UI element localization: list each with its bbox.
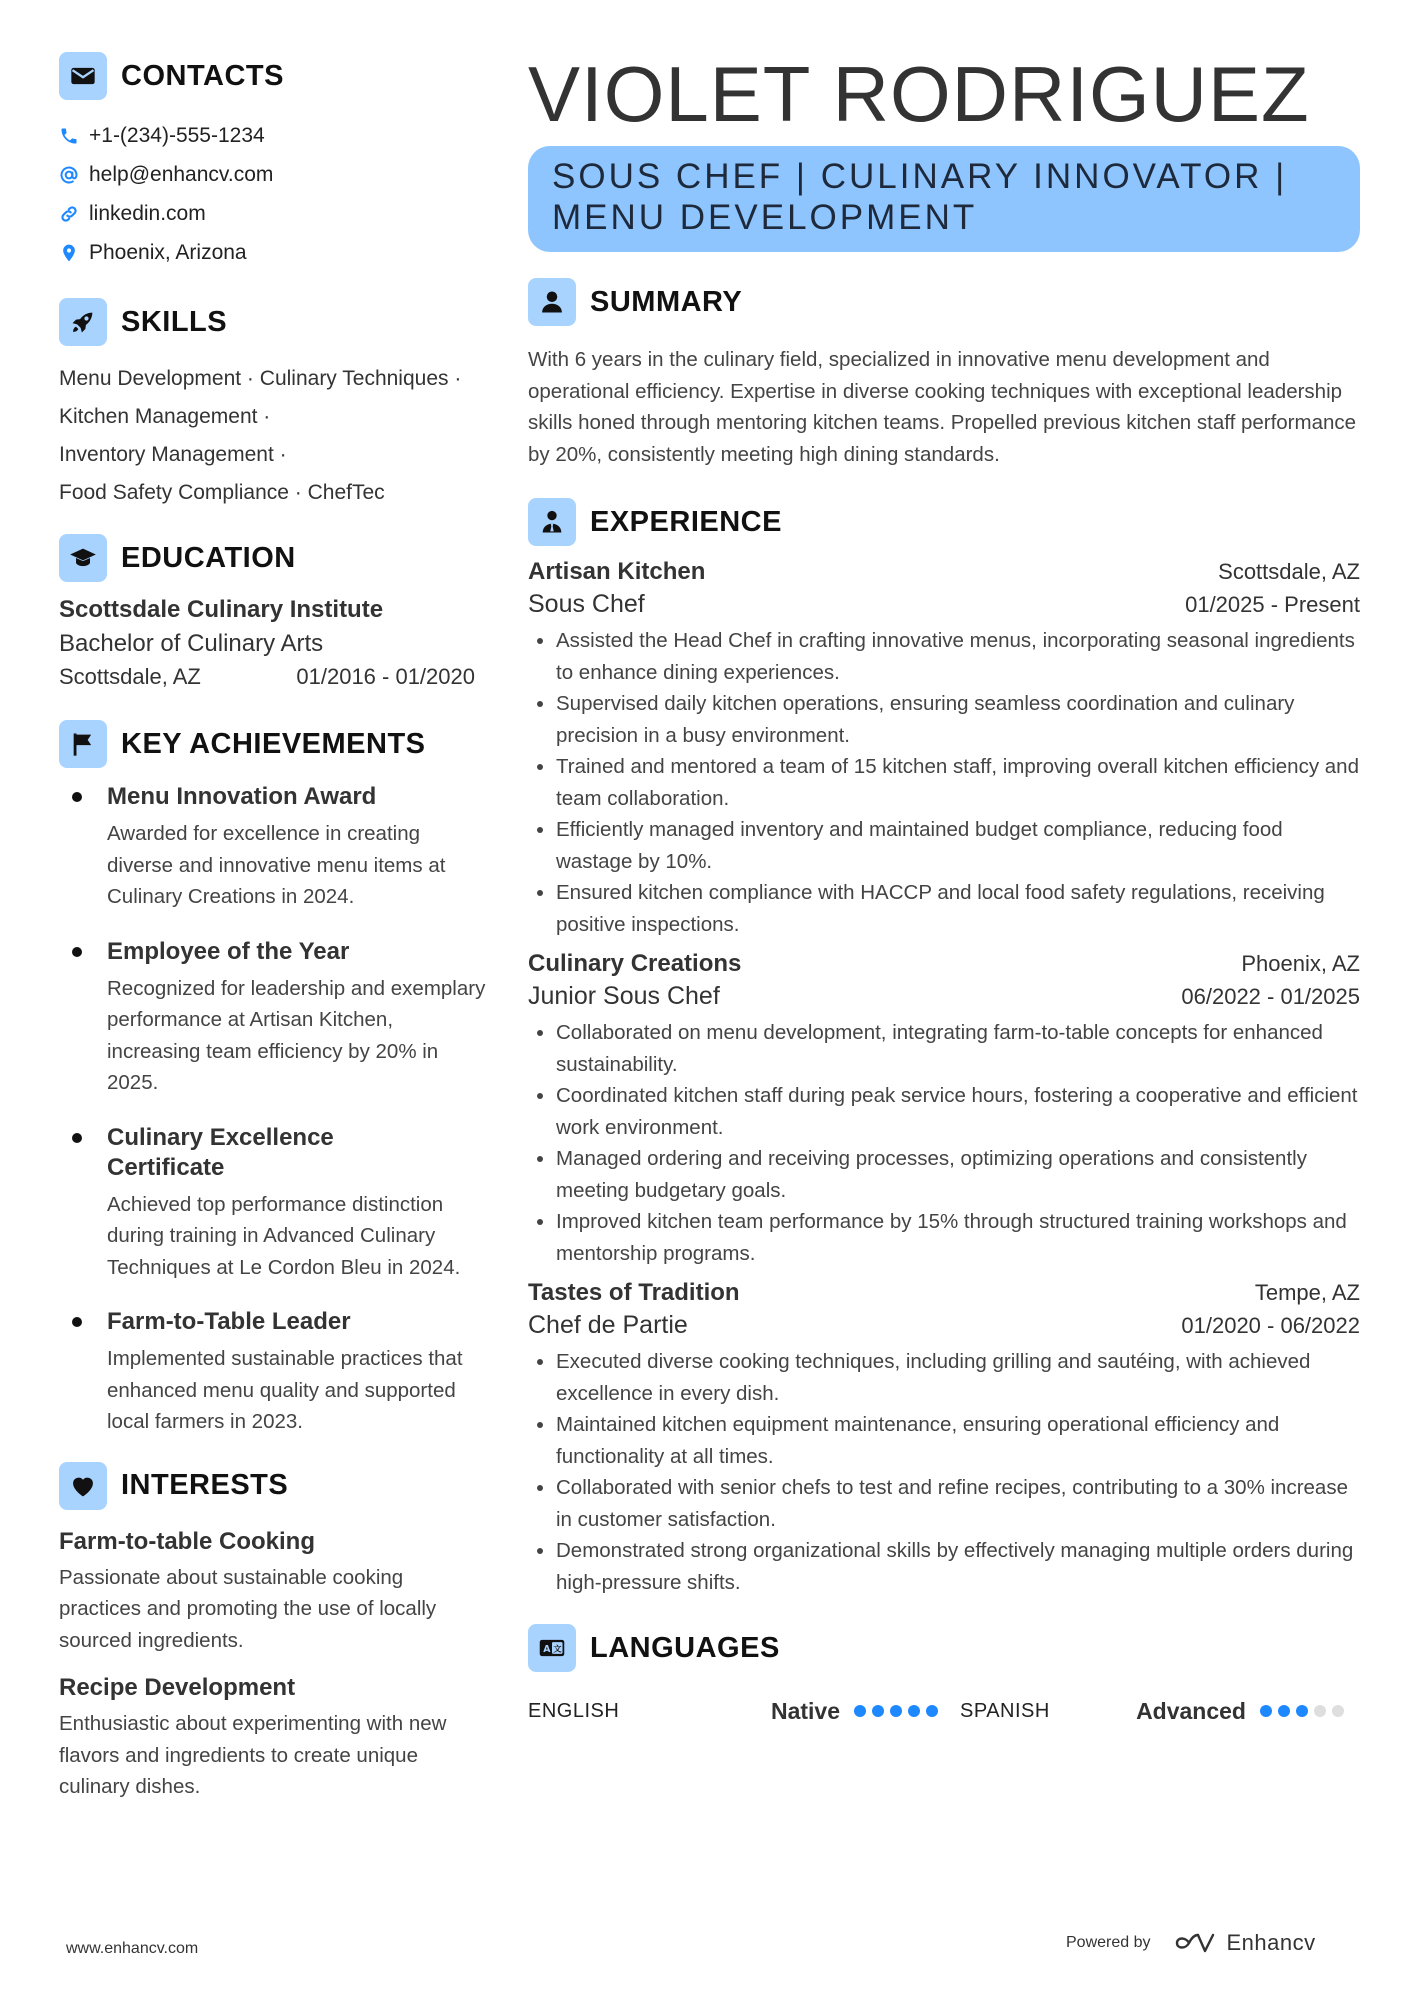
- achievements-header: [59, 720, 484, 768]
- link-icon: [59, 204, 89, 224]
- job-bullet: Efficiently managed inventory and maintained budget compliance, reducing food wastage by 10%.: [528, 814, 1360, 877]
- skills-line: [59, 360, 489, 398]
- briefcase-user-icon: [528, 498, 576, 546]
- interest-item: [59, 1674, 484, 1803]
- at-icon: [59, 165, 89, 185]
- skill-item: Kitchen Management ·: [59, 405, 271, 428]
- education-location: Scottsdale, AZ: [59, 664, 201, 689]
- summary-header: [528, 278, 1360, 326]
- translate-icon: [528, 1624, 576, 1672]
- contact-list: [59, 116, 484, 272]
- user-icon: [528, 278, 576, 326]
- achievement-title: Menu Innovation Award: [107, 783, 377, 810]
- phone-icon: [59, 126, 89, 146]
- job-company: Artisan Kitchen: [528, 558, 706, 585]
- job-bullet: Managed ordering and receiving processes, optimizing operations and consistently meeting budgetary goals.: [528, 1143, 1360, 1206]
- education-header: [59, 534, 484, 582]
- contact-email[interactable]: [59, 155, 484, 194]
- skill-item: Inventory Management ·: [59, 443, 287, 466]
- job-dates: 01/2025 - Present: [1185, 592, 1360, 617]
- language-name: SPANISH: [960, 1699, 1050, 1722]
- interest-desc: Passionate about sustainable cooking practices and promoting the use of locally sourced ingredients.: [59, 1565, 437, 1652]
- svg-text:A: A: [543, 1644, 551, 1656]
- contacts-header: [59, 52, 484, 100]
- rating-dot-filled: [1278, 1705, 1290, 1717]
- job-bullet: Improved kitchen team performance by 15% through structured training workshops and mentorship programs.: [528, 1206, 1360, 1269]
- job-entry: [528, 950, 1360, 1269]
- brand-name: Enhancv: [1226, 1930, 1316, 1955]
- interest-title: Recipe Development: [59, 1674, 296, 1701]
- job-company: Culinary Creations: [528, 950, 742, 977]
- rating-dot-empty: [1332, 1705, 1344, 1717]
- candidate-title: SOUS CHEF | CULINARY INNOVATOR | MENU DEVELOPMENT: [552, 157, 1288, 237]
- job-bullet: Coordinated kitchen staff during peak service hours, fostering a cooperative and efficient work environment.: [528, 1080, 1360, 1143]
- job-role-row: [528, 1311, 1360, 1340]
- job-role-row: [528, 590, 1360, 619]
- footer-website[interactable]: www.enhancv.com: [66, 1940, 199, 1957]
- envelope-icon: [59, 52, 107, 100]
- skill-item: ChefTec: [307, 481, 385, 504]
- job-location: Tempe, AZ: [1254, 1280, 1360, 1305]
- contacts-title: CONTACTS: [121, 59, 284, 92]
- job-location: Scottsdale, AZ: [1218, 559, 1360, 584]
- job-dates: 06/2022 - 01/2025: [1181, 984, 1360, 1009]
- education-meta: [59, 664, 475, 690]
- job-header-row: [528, 950, 1360, 978]
- job-bullet: Ensured kitchen compliance with HACCP and local food safety regulations, receiving positive inspections.: [528, 877, 1360, 940]
- achievement-item: [59, 1307, 484, 1438]
- job-bullet: Supervised daily kitchen operations, ensuring seamless coordination and culinary precision in a busy environment.: [528, 688, 1360, 751]
- job-location: Phoenix, AZ: [1241, 951, 1360, 976]
- job-entry: [528, 558, 1360, 940]
- language-name: ENGLISH: [528, 1699, 620, 1722]
- job-bullet: Demonstrated strong organizational skills by effectively managing multiple orders during high-pressure shifts.: [528, 1535, 1360, 1598]
- graduation-cap-icon: [59, 534, 107, 582]
- job-bullet: Trained and mentored a team of 15 kitchen staff, improving overall kitchen efficiency and team collaboration.: [528, 751, 1360, 814]
- job-bullets: [528, 625, 1360, 940]
- job-entry: [528, 1279, 1360, 1598]
- title-banner: [528, 146, 1360, 252]
- skills-header: [59, 298, 484, 346]
- achievement-desc: Achieved top performance distinction during training in Advanced Culinary Techniques at Le Cordon Bleu in 2024.: [107, 1192, 461, 1279]
- brand-logo[interactable]: [1175, 1930, 1316, 1956]
- job-role: Sous Chef: [528, 590, 645, 618]
- language-item: [528, 1698, 960, 1725]
- achievement-title: Employee of the Year: [107, 937, 350, 965]
- email-text: help@enhancv.com: [89, 162, 274, 186]
- experience-title: EXPERIENCE: [590, 505, 782, 538]
- location-pin-icon: [59, 243, 89, 263]
- powered-by-label: Powered by: [1066, 1934, 1151, 1951]
- language-rating: [854, 1705, 938, 1717]
- achievement-item: [59, 782, 484, 913]
- linkedin-text: linkedin.com: [89, 201, 206, 225]
- rating-dot-empty: [1314, 1705, 1326, 1717]
- language-level: Native: [770, 1697, 840, 1724]
- education-school: Scottsdale Culinary Institute: [59, 596, 384, 623]
- rating-dot-filled: [1296, 1705, 1308, 1717]
- education-dates: 01/2016 - 01/2020: [296, 664, 475, 689]
- skill-item: Culinary Techniques ·: [259, 367, 462, 390]
- job-bullet: Executed diverse cooking techniques, including grilling and sautéing, with achieved excellence in every dish.: [528, 1346, 1360, 1409]
- achievement-title: Culinary Excellence Certificate: [107, 1123, 334, 1181]
- job-role-row: [528, 982, 1360, 1011]
- achievement-desc: Implemented sustainable practices that enhanced menu quality and supported local farmers in 2023.: [107, 1347, 463, 1433]
- job-dates: 01/2020 - 06/2022: [1181, 1313, 1360, 1338]
- language-level: Advanced: [1136, 1697, 1246, 1724]
- bullet-dot: [72, 947, 82, 957]
- job-bullets: [528, 1017, 1360, 1269]
- interests-header: [59, 1462, 484, 1510]
- bullet-dot: [72, 792, 82, 802]
- skill-item: Menu Development ·: [59, 367, 254, 390]
- language-item: [960, 1698, 1360, 1725]
- summary-text: With 6 years in the culinary field, specialized in innovative menu development and operational efficiency. Expertise in diverse cooking techniques with exceptional leadership skills honed through mentoring kitchen teams. Propelled previous kitchen staff performance by 20%, consistently meeting high dining standards.: [528, 348, 1357, 466]
- interest-desc: Enthusiastic about experimenting with new flavors and ingredients to create unique culinary dishes.: [59, 1712, 447, 1798]
- interests-title: INTERESTS: [121, 1469, 289, 1501]
- contact-linkedin[interactable]: [59, 194, 484, 233]
- contact-location: [59, 233, 484, 272]
- rating-dot-filled: [854, 1705, 866, 1717]
- enhancv-logo-icon: [1175, 1931, 1221, 1955]
- bullet-dot: [72, 1317, 82, 1327]
- job-bullet: Collaborated on menu development, integrating farm-to-table concepts for enhanced sustainability.: [528, 1017, 1360, 1080]
- rocket-icon: [59, 298, 107, 346]
- heart-icon: [59, 1462, 107, 1510]
- job-bullet: Assisted the Head Chef in crafting innovative menus, incorporating seasonal ingredients to enhance dining experiences.: [528, 625, 1360, 688]
- job-company: Tastes of Tradition: [528, 1279, 740, 1306]
- interest-title: Farm-to-table Cooking: [59, 1527, 315, 1555]
- achievement-title: Farm-to-Table Leader: [107, 1308, 351, 1335]
- interest-item: [59, 1528, 484, 1657]
- skills-title: SKILLS: [121, 305, 228, 338]
- skills-line: [59, 474, 489, 512]
- svg-text:文: 文: [553, 1643, 562, 1654]
- achievements-title: KEY ACHIEVEMENTS: [121, 727, 426, 760]
- achievement-item: [59, 1123, 484, 1284]
- location-text: Phoenix, Arizona: [89, 240, 247, 264]
- experience-header: [528, 498, 1360, 546]
- skills-line: [59, 436, 489, 474]
- left-column: [59, 52, 484, 1803]
- achievement-item: [59, 937, 484, 1099]
- achievements-list: [59, 782, 484, 1438]
- job-bullet: Collaborated with senior chefs to test and refine recipes, contributing to a 30% increase in customer satisfaction.: [528, 1472, 1360, 1535]
- candidate-name: VIOLET RODRIGUEZ: [528, 50, 1310, 138]
- summary-title: SUMMARY: [590, 285, 743, 318]
- languages-row: [528, 1694, 1360, 1728]
- rating-dot-filled: [926, 1705, 938, 1717]
- rating-dot-filled: [908, 1705, 920, 1717]
- job-bullets: [528, 1346, 1360, 1598]
- job-header-row: [528, 1279, 1360, 1307]
- contact-phone[interactable]: [59, 116, 484, 155]
- education-title: EDUCATION: [121, 541, 296, 574]
- achievement-desc: Awarded for excellence in creating diverse and innovative menu items at Culinary Creations in 2024.: [107, 822, 446, 908]
- job-header-row: [528, 558, 1360, 586]
- rating-dot-filled: [872, 1705, 884, 1717]
- flag-icon: [59, 720, 107, 768]
- skills-line: [59, 398, 489, 436]
- languages-header: [528, 1624, 1360, 1672]
- right-column: [528, 52, 1360, 1728]
- rating-dot-filled: [890, 1705, 902, 1717]
- job-role: Chef de Partie: [528, 1311, 688, 1339]
- job-bullet: Maintained kitchen equipment maintenance, ensuring operational efficiency and functionality at all times.: [528, 1409, 1360, 1472]
- footer-branding: [1066, 1930, 1316, 1956]
- rating-dot-filled: [1260, 1705, 1272, 1717]
- skills-list: [59, 360, 489, 512]
- job-role: Junior Sous Chef: [528, 982, 720, 1010]
- languages-title: LANGUAGES: [590, 1631, 780, 1664]
- achievement-desc: Recognized for leadership and exemplary performance at Artisan Kitchen, increasing team efficiency by 20% in 2025.: [107, 976, 486, 1094]
- language-rating: [1260, 1705, 1344, 1717]
- skill-item: Food Safety Compliance ·: [59, 481, 302, 504]
- bullet-dot: [72, 1133, 82, 1143]
- education-degree: Bachelor of Culinary Arts: [59, 630, 324, 657]
- phone-text: +1-(234)-555-1234: [89, 123, 265, 147]
